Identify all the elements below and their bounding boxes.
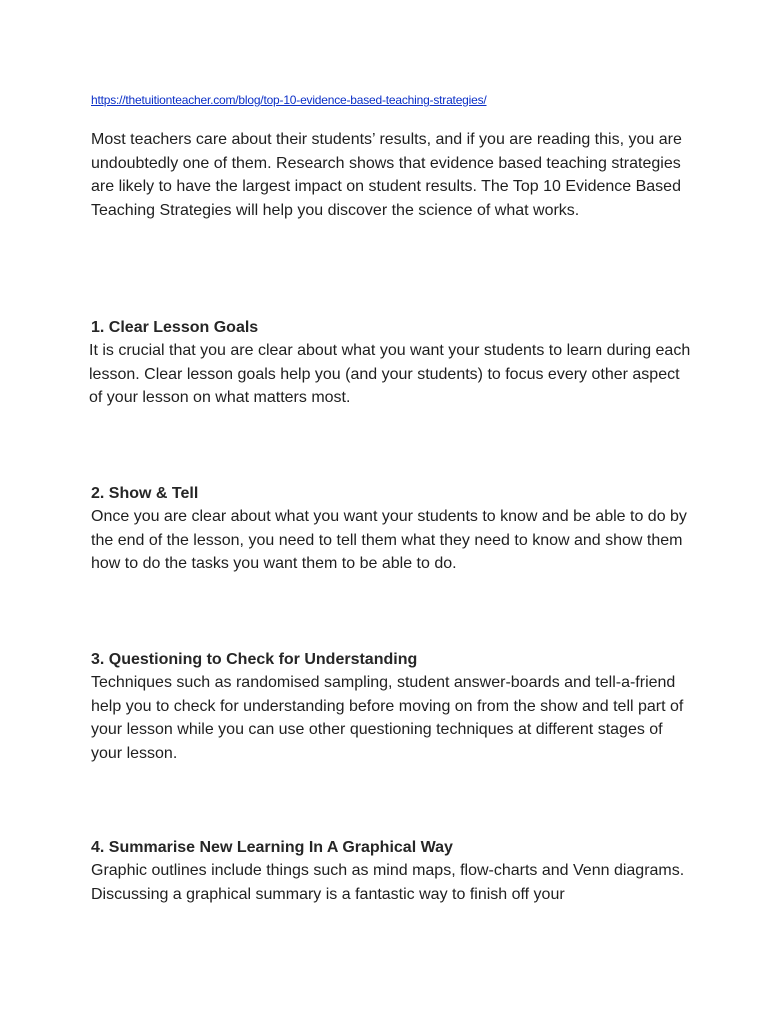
intro-paragraph: Most teachers care about their students’ results, and if you are reading this, you are undoubtedly one of them. Research shows that evidence based teaching strategies are likely to have the largest impact on student results. The Top 10 Evidence Based Teaching Strategies will help you discover the science of what works. [91,131,682,219]
section-body: It is crucial that you are clear about what you want your students to learn during each lesson. Clear lesson goals help you (and your students) to focus every other aspect of your lesson on what matters most. [89,342,691,406]
section-heading: 2. Show & Tell [91,485,199,502]
section-heading: 1. Clear Lesson Goals [91,319,259,336]
source-link[interactable]: https://thetuitionteacher.com/blog/top-10-evidence-based-teaching-strategies/ [91,93,487,107]
section-show-and-tell [91,483,691,576]
section-summarise-graphically [91,837,691,906]
section-body: Techniques such as randomised sampling, student answer-boards and tell-a-friend help you to check for understanding before moving on from the show and tell part of your lesson while you can use other questioning techniques at different stages of your lesson. [91,674,684,762]
section-heading: 4. Summarise New Learning In A Graphical Way [91,839,453,856]
section-body: Graphic outlines include things such as mind maps, flow-charts and Venn diagrams. Discussing a graphical summary is a fantastic way to finish off your [91,862,685,903]
section-heading: 3. Questioning to Check for Understanding [91,651,418,668]
section-clear-lesson-goals [91,317,691,410]
section-body: Once you are clear about what you want your students to know and be able to do by the end of the lesson, you need to tell them what they need to know and show them how to do the tasks you want them to be able to do. [91,508,687,572]
section-questioning [91,649,691,765]
